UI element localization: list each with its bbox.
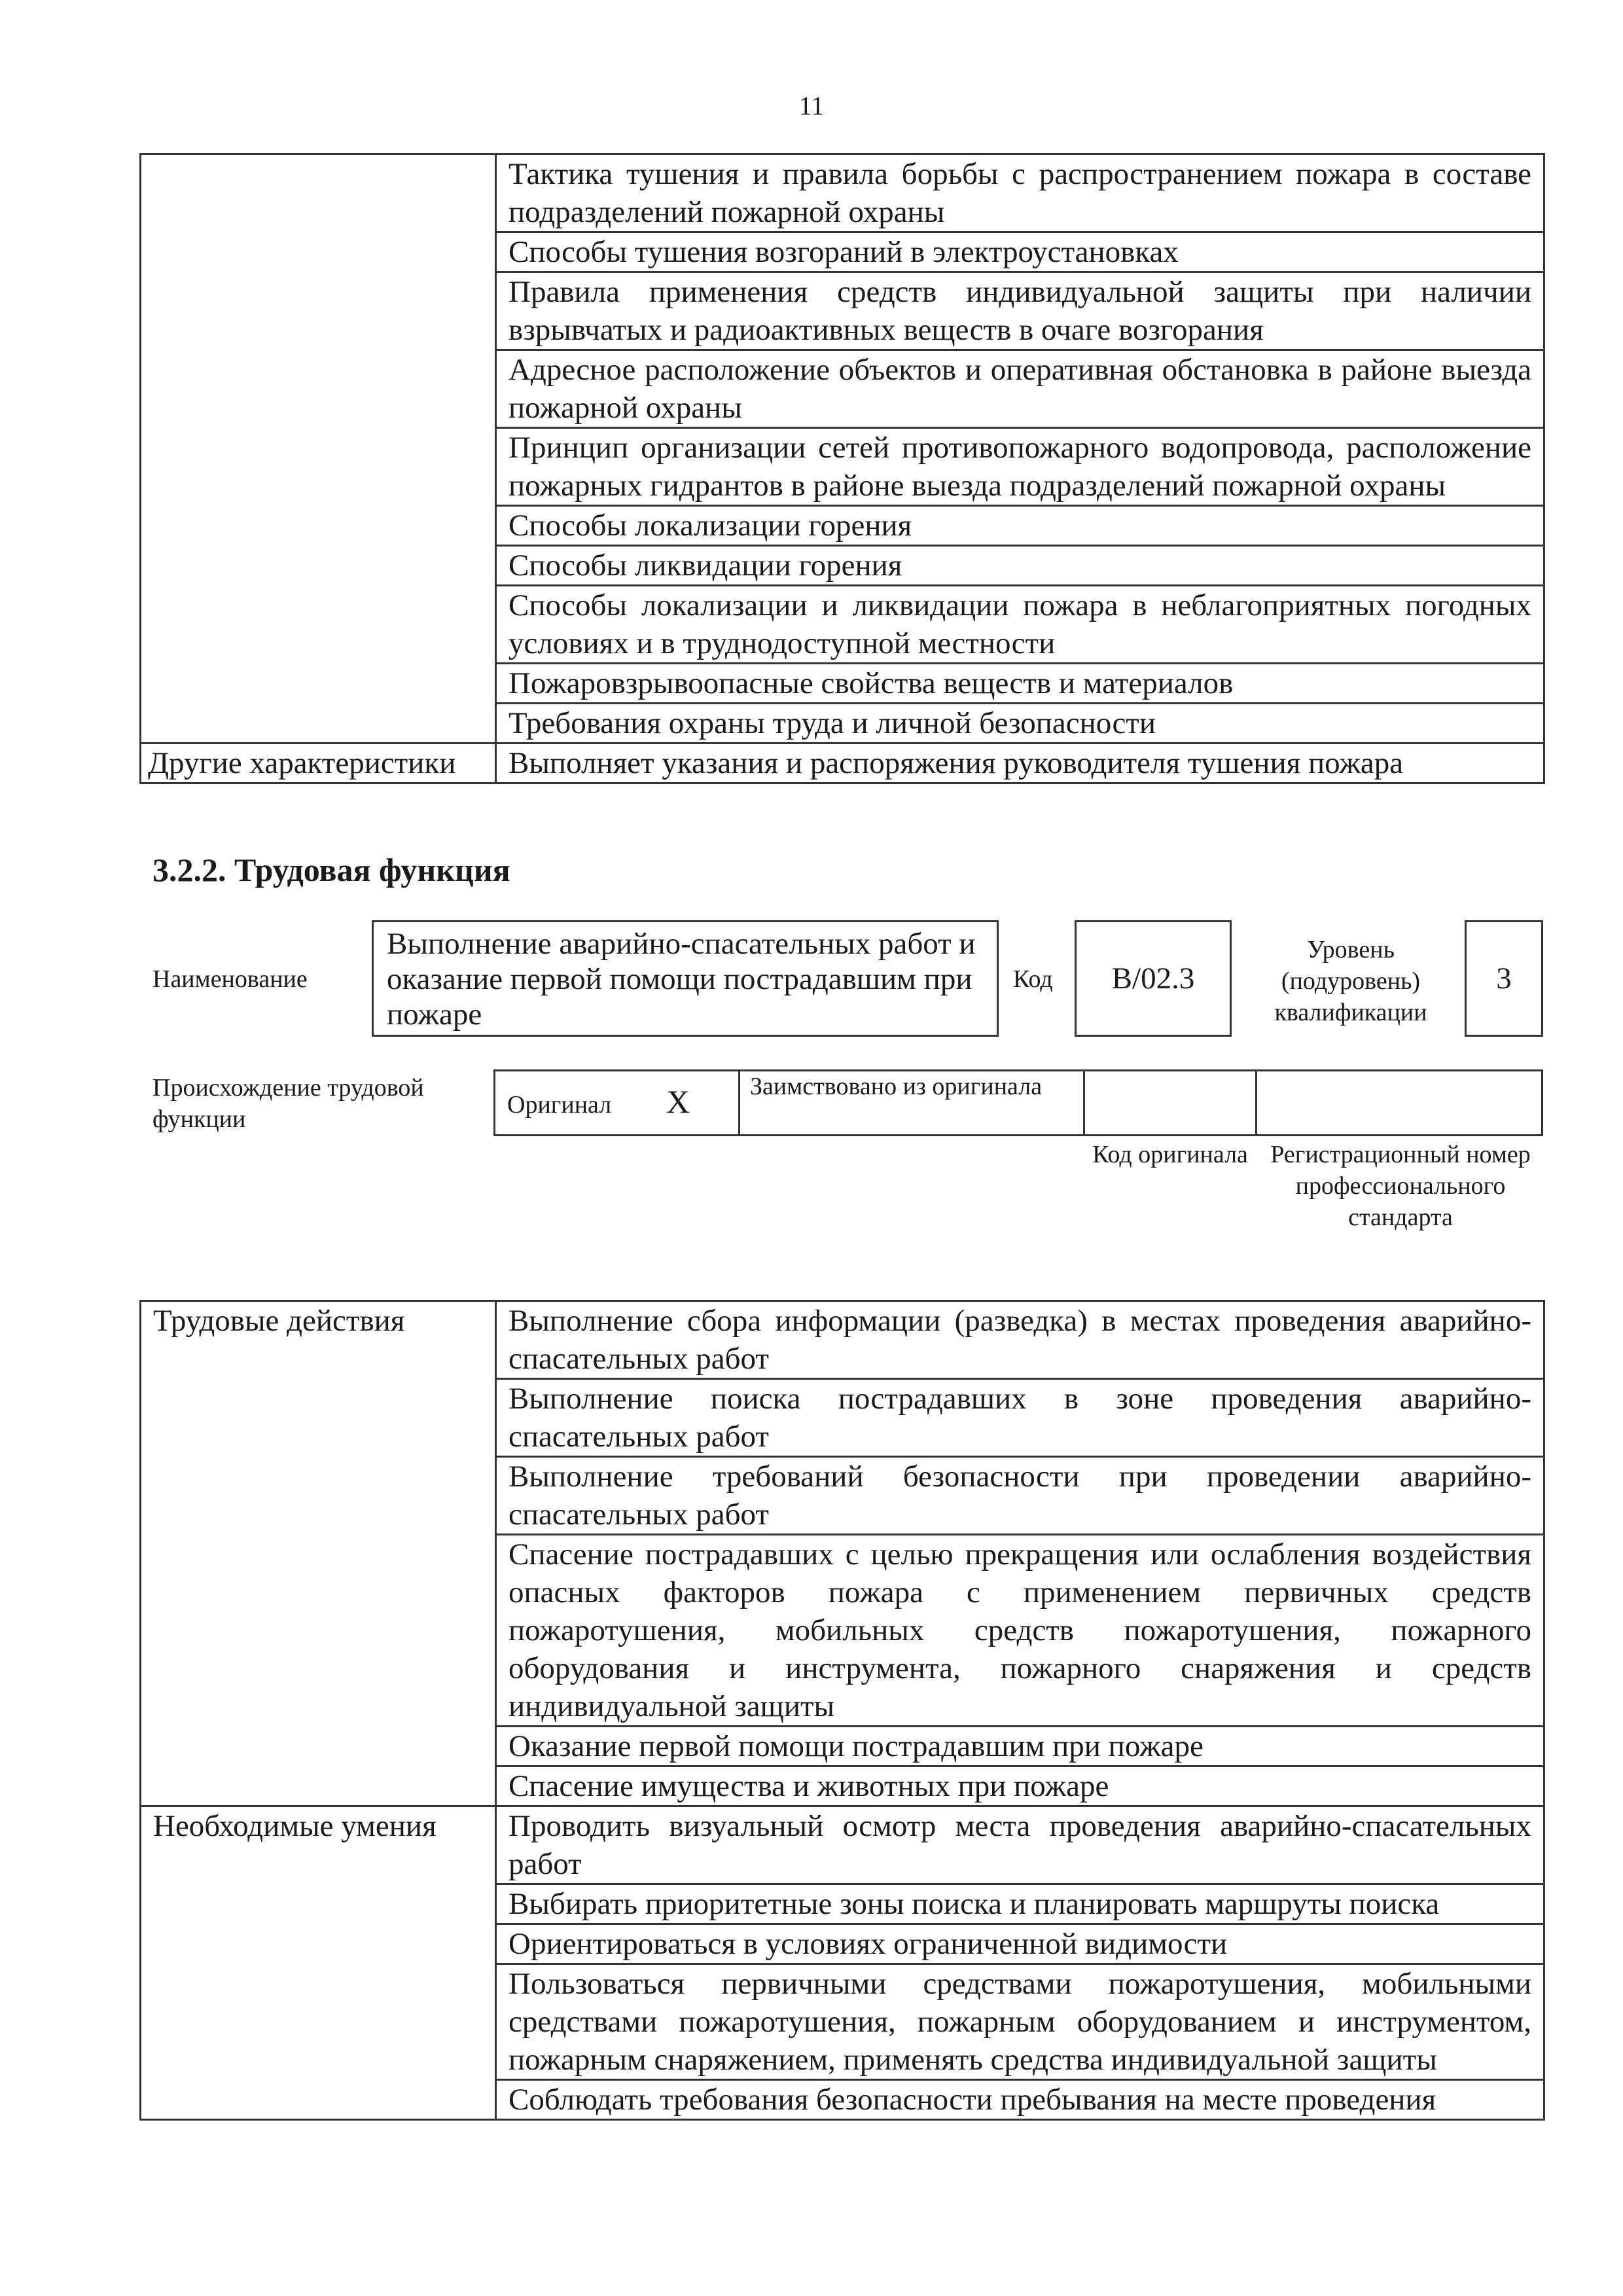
origin-divider <box>1255 1069 1257 1136</box>
knowledge-item: Способы локализации горения <box>496 506 1544 546</box>
origin-label: Происхождение трудовой функции <box>152 1074 424 1133</box>
knowledge-item: Пожаровзрывоопасные свойства веществ и материалов <box>496 664 1544 704</box>
other-characteristics-value: Выполняет указания и распоряжения руководителя тушения пожара <box>496 744 1544 783</box>
knowledge-item: Тактика тушения и правила борьбы с распространением пожара в составе подразделений пожарной охраны <box>496 154 1544 232</box>
borrowed-label: Заимствовано из оригинала <box>750 1073 1043 1100</box>
knowledge-item: Адресное расположение объектов и оперативная обстановка в районе выезда пожарной охраны <box>496 350 1544 428</box>
level-label: Уровень (подуровень) квалификации <box>1274 936 1427 1026</box>
original-label: Оригинал <box>507 1091 612 1119</box>
action-item: Спасение имущества и животных при пожаре <box>496 1767 1544 1806</box>
code-value: B/02.3 <box>1111 961 1195 996</box>
skill-item: Пользоваться первичными средствами пожаротушения, мобильными средствами пожаротушения, пожарным оборудованием и инструментом, пожарным снаряжением, применять средства индивидуальной защиты <box>496 1964 1544 2080</box>
knowledge-item: Принцип организации сетей противопожарного водопровода, расположение пожарных гидрантов в районе выезда подразделений пожарной охраны <box>496 428 1544 506</box>
table-row <box>141 1806 1544 1884</box>
table-row <box>141 744 1544 783</box>
knowledge-item: Способы локализации и ликвидации пожара в неблагоприятных погодных условиях и в труднодоступной местности <box>496 586 1544 664</box>
function-name-value: Выполнение аварийно-спасательных работ и оказание первой помощи пострадавшим при пожаре <box>387 927 976 1031</box>
skills-label: Необходимые умения <box>141 1806 496 2120</box>
reg-number-caption: Регистрационный номер профессионального стандарта <box>1270 1141 1531 1231</box>
knowledge-item: Требования охраны труда и личной безопасности <box>496 704 1544 744</box>
knowledge-item: Способы ликвидации горения <box>496 546 1544 586</box>
other-characteristics-label: Другие характеристики <box>141 744 496 783</box>
knowledge-item: Способы тушения возгораний в электроустановках <box>496 232 1544 272</box>
code-caption: Код оригинала <box>1092 1141 1248 1168</box>
knowledge-table <box>139 153 1545 784</box>
action-item: Выполнение требований безопасности при проведении аварийно-спасательных работ <box>496 1457 1544 1535</box>
name-label: Наименование <box>152 965 308 993</box>
skill-item: Проводить визуальный осмотр места проведения аварийно-спасательных работ <box>496 1806 1544 1884</box>
table-row <box>141 1301 1544 1379</box>
action-item: Оказание первой помощи пострадавшим при пожаре <box>496 1727 1544 1767</box>
action-item: Спасение пострадавших с целью прекращения или ослабления воздействия опасных факторов пожара с применением первичных средств пожаротушения, мобильных средств пожаротушения, пожарного оборудования и инструмента, пожарного снаряжения и средств индивидуальной защиты <box>496 1535 1544 1727</box>
level-box <box>1465 920 1543 1037</box>
skill-item: Соблюдать требования безопасности пребывания на месте проведения <box>496 2080 1544 2120</box>
table-row <box>141 154 1544 232</box>
code-box <box>1075 920 1232 1037</box>
action-item: Выполнение поиска пострадавших в зоне проведения аварийно-спасательных работ <box>496 1379 1544 1457</box>
original-mark: X <box>666 1083 690 1120</box>
level-value: 3 <box>1496 961 1512 996</box>
origin-divider <box>738 1069 740 1136</box>
code-label: Код <box>1013 965 1053 993</box>
skill-item: Ориентироваться в условиях ограниченной видимости <box>496 1924 1544 1964</box>
section-heading: 3.2.2. Трудовая функция <box>152 852 510 888</box>
function-name-box <box>372 920 999 1037</box>
origin-divider <box>1083 1069 1085 1136</box>
function-details-table <box>139 1300 1545 2121</box>
knowledge-item: Правила применения средств индивидуальной защиты при наличии взрывчатых и радиоактивных веществ в очаге возгорания <box>496 272 1544 350</box>
action-item: Выполнение сбора информации (разведка) в местах проведения аварийно-спасательных работ <box>496 1301 1544 1379</box>
knowledge-label-cell <box>141 154 496 744</box>
skill-item: Выбирать приоритетные зоны поиска и планировать маршруты поиска <box>496 1884 1544 1924</box>
actions-label: Трудовые действия <box>141 1301 496 1806</box>
page-number: 11 <box>798 91 825 120</box>
